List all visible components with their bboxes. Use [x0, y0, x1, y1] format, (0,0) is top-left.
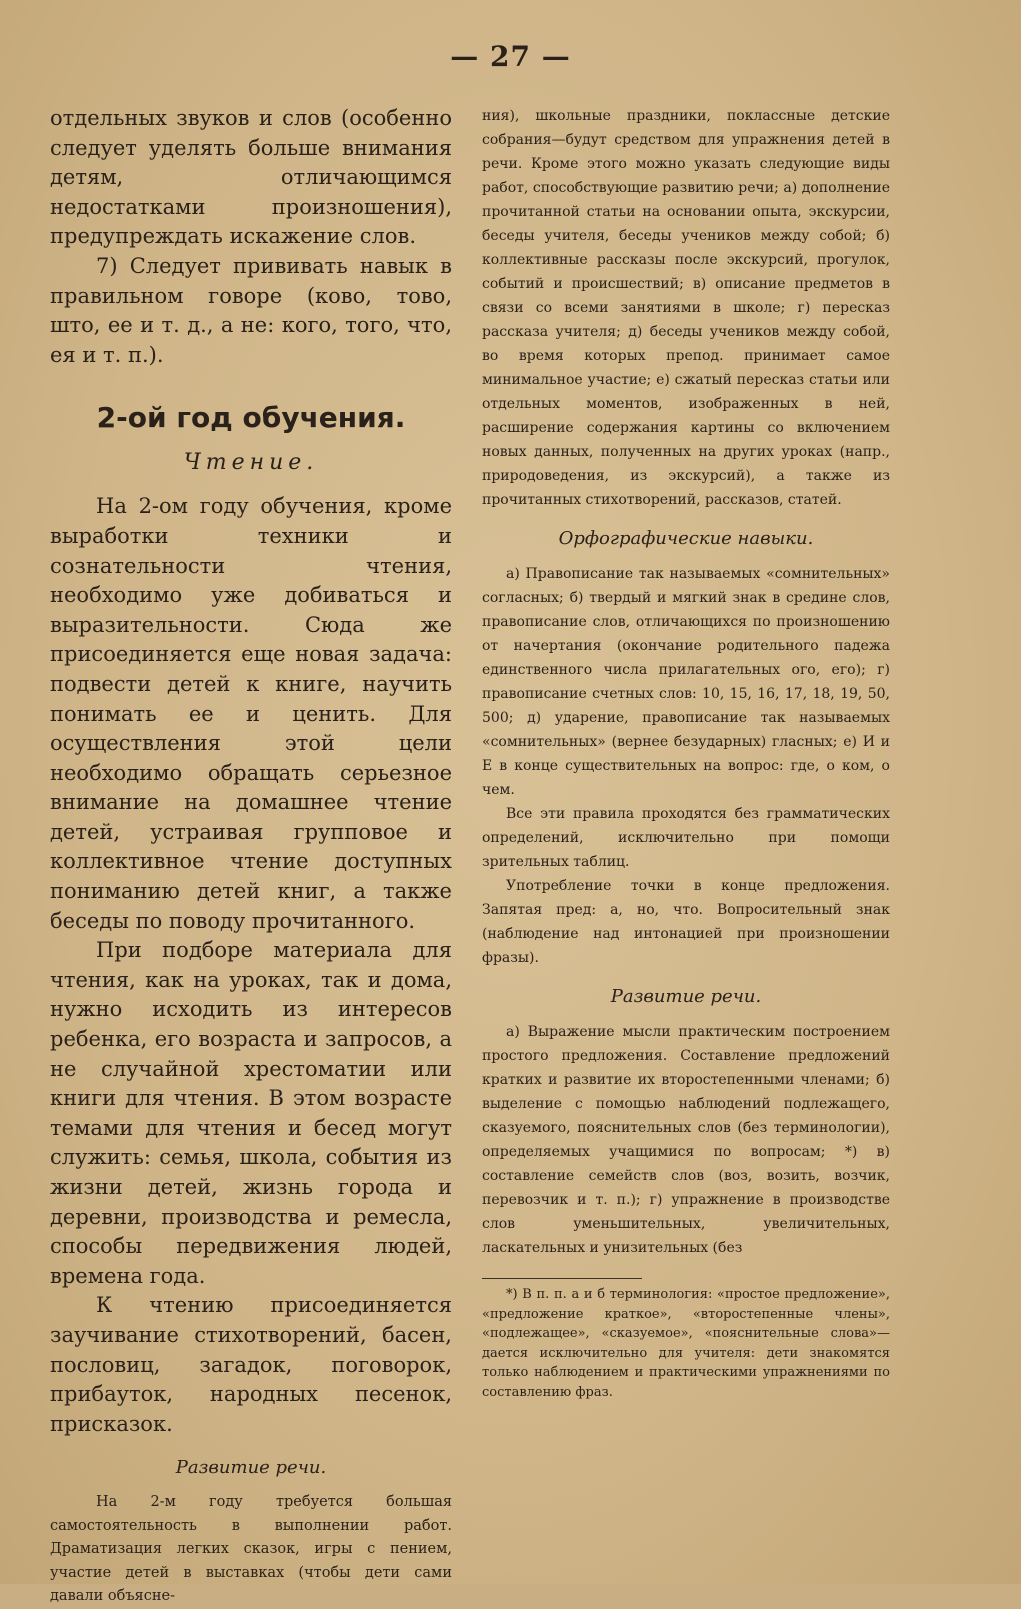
paragraph: На 2-м году требуется большая самостоятельность в выполнении работ. Драматизация легких сказок, игры с пением, участие детей в выставках (чтобы дети сами давали объясне- — [50, 1494, 452, 1605]
page-number: — 27 — — [450, 40, 571, 73]
section-heading-year: 2-ой год обучения. — [96, 401, 406, 435]
paragraph: При подборе материала для чтения, как на уроках, так и дома, нужно исходить из интересов ребенка, его возраста и запросов, а не случайной хрестоматии или книги для чтения. В этом возрасте темами для чтения и бесед могут служить: семья, школа, события из жизни детей, жизнь города и деревни, производства и ремесла, способы передвижения людей, времена года. — [50, 938, 452, 1288]
footnote: *) В п. п. а и б терминология: «простое предложение», «предложение краткое», «второстепенные члены», «подлежащее», «сказуемое», «пояснительные слова»—дается исключительно для учителя: дети знакомятся только наблюдением и практическими упражнениями по составлению фраз. — [482, 1287, 890, 1400]
paragraph: ния), школьные праздники, поклассные детские собрания—будут средством для упражнения детей в речи. Кроме этого можно указать следующие виды работ, способствующие развитию речи; а) дополнение прочитанной статьи на основании опыта, экскурсии, беседы учителя, беседы учеников между собой; б) коллективные рассказы после экскурсий, прогулок, событий и происшествий; в) описание предметов в связи со всеми занятиями в школе; г) пересказ рассказа учителя; д) беседы учеников между собой, во время которых препод. принимает самое минимальное участие; е) сжатый пересказ статьи или отдельных моментов, изображенных в ней, расширение содержания картины со включением новых данных, полученных на других уроках (напр., природоведения, из экскурсий), а также из прочитанных стихотворений, рассказов, статей. — [482, 108, 890, 508]
right-column — [482, 104, 890, 1402]
paragraph: Употребление точки в конце предложения. Запятая пред: а, но, что. Вопросительный знак (наблюдение над интонацией при произношении фразы). — [482, 878, 890, 966]
subheading-reading: Чтение. — [183, 450, 319, 476]
paragraph: отдельных звуков и слов (особенно следует уделять больше внимания детям, отличающимся недостатками произношения), предупреждать искажение слов. — [50, 106, 452, 249]
footnote-divider — [482, 1278, 642, 1279]
paragraph: а) Правописание так называемых «сомнительных» согласных; б) твердый и мягкий знак в средине слов, правописание слов, отличающихся по произношению от начертания (окончание родительного падежа единственного числа прилагательных ого, его); г) правописание счетных слов: 10, 15, 16, 17, 18, 19, 50, 500; д) ударение, правописание так называемых «сомнительных» (вернее безударных) гласных; е) И и Е в конце существительных на вопрос: где, о ком, о чем. — [482, 566, 890, 798]
paragraph: 7) Следует прививать навык в правильном говоре (ково, тово, што, ее и т. д., а не: кого, того, что, ея и т. п.). — [50, 253, 452, 367]
subheading-speech: Развитие речи. — [610, 986, 762, 1007]
paragraph: Все эти правила проходятся без грамматических определений, исключительно при помощи зрительных таблиц. — [482, 806, 890, 870]
left-column — [50, 104, 452, 1609]
subheading-speech: Развитие речи. — [175, 1457, 327, 1479]
paragraph: К чтению присоединяется заучивание стихотворений, басен, пословиц, загадок, поговорок, прибауток, народных песенок, присказок. — [50, 1293, 452, 1436]
paragraph: На 2-ом году обучения, кроме выработки техники и сознательности чтения, необходимо уже добиваться и выразительности. Сюда же присоединяется еще новая задача: подвести детей к книге, научить понимать ее и ценить. Для осуществления этой цели необходимо обращать серьезное внимание на домашнее чтение детей, устраивая групповое и коллективное чтение доступных пониманию детей книг, а также беседы по поводу прочитанного. — [50, 494, 452, 933]
subheading-orthography: Орфографические навыки. — [558, 528, 814, 549]
paragraph: а) Выражение мысли практическим построением простого предложения. Составление предложений кратких и развитие их второстепенными членами; б) выделение с помощью наблюдений подлежащего, сказуемого, пояснительных слов (без терминологии), определяемых учащимися по вопросам; *) в) составление семейств слов (воз, возить, возчик, перевозчик и т. п.); г) упражнение в производстве слов уменьшительных, увеличительных, ласкательных и унизительных (без — [482, 1024, 890, 1256]
